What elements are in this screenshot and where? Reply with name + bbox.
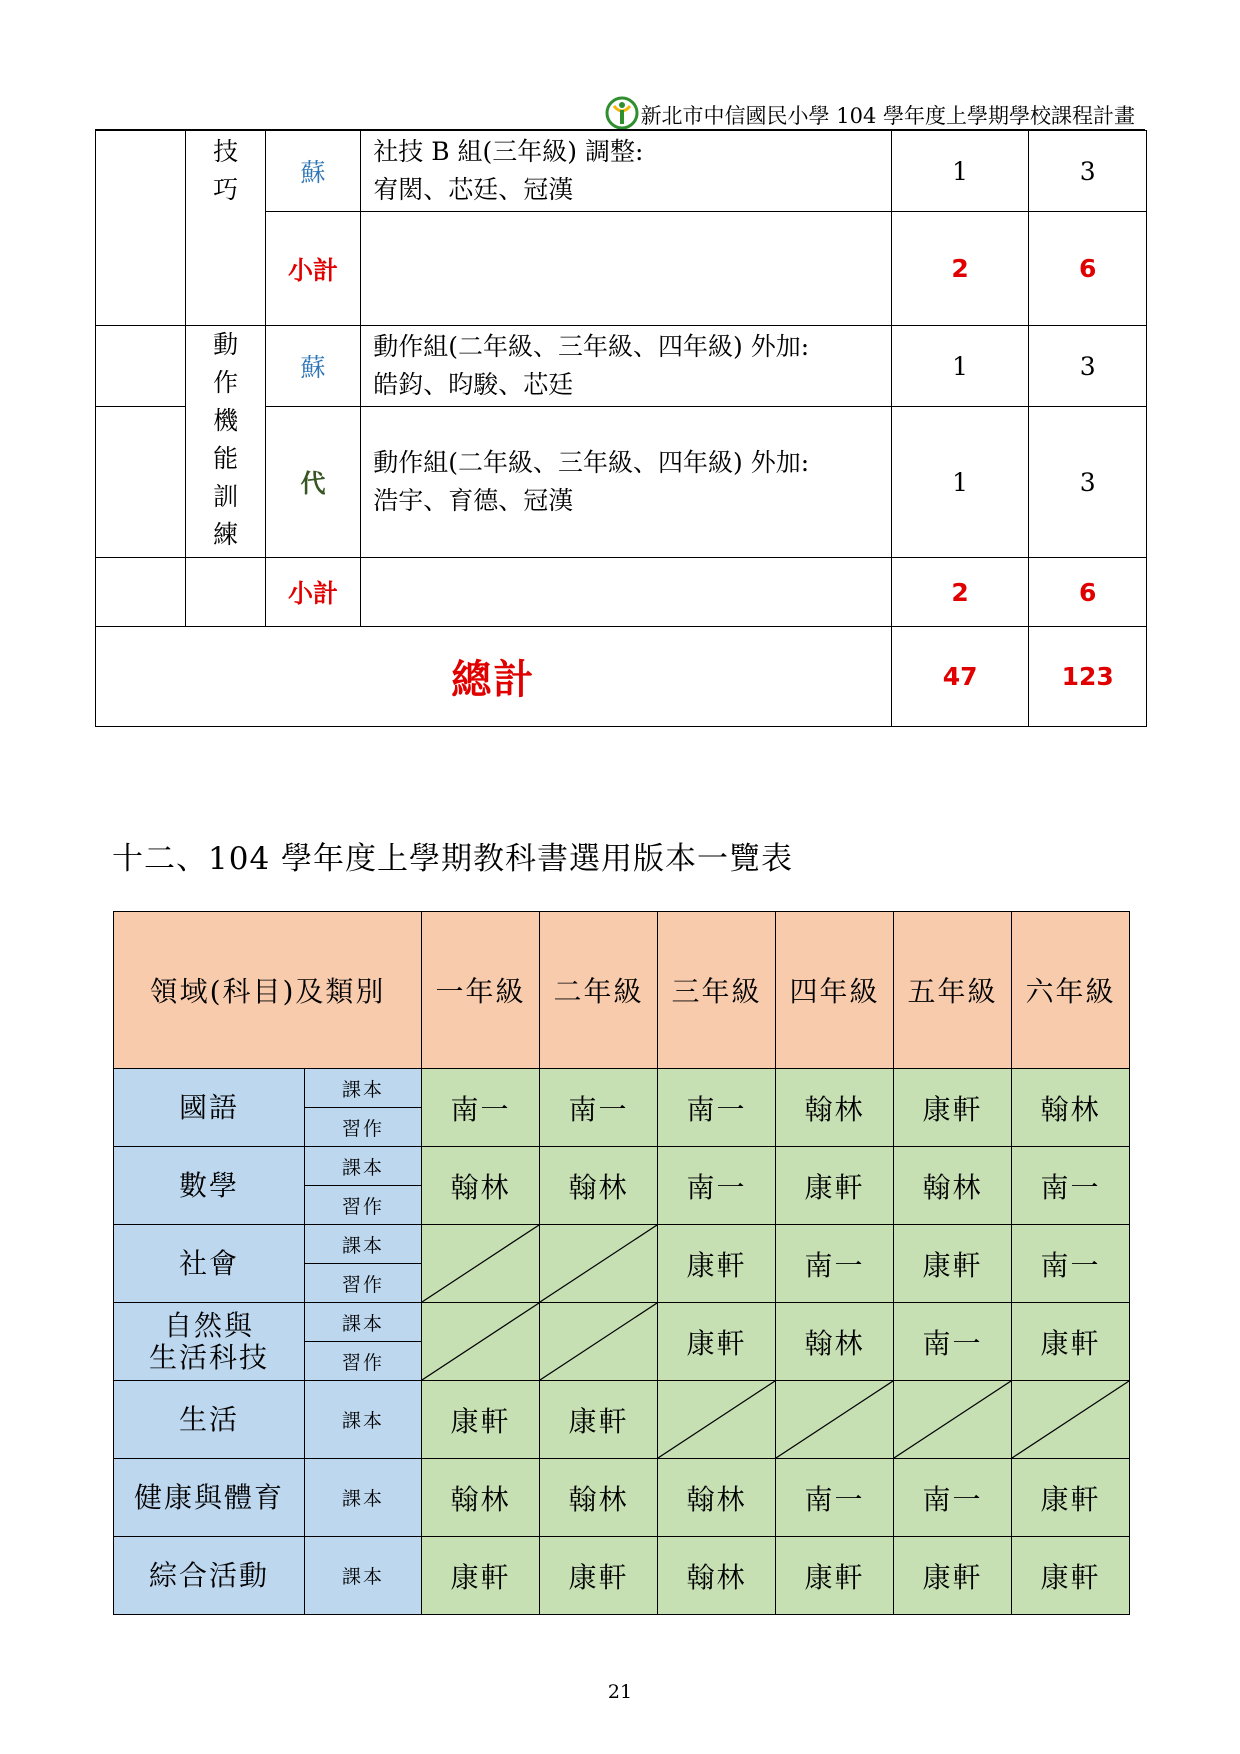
category-cell xyxy=(186,326,265,558)
publisher-cell: 康軒 xyxy=(776,1147,894,1225)
not-applicable-cell xyxy=(776,1381,894,1459)
teacher-cell: 代 xyxy=(265,407,360,558)
count-cell: 3 xyxy=(1029,407,1147,558)
description-cell xyxy=(361,131,892,212)
grade-header: 三年級 xyxy=(658,912,776,1069)
kind-textbook: 課本 xyxy=(305,1147,422,1186)
page-header xyxy=(605,96,1135,130)
category-label: 技巧 xyxy=(213,137,239,204)
table-row xyxy=(96,627,1147,727)
header-row xyxy=(114,912,1130,1069)
subject-cell xyxy=(114,1147,305,1225)
table-row xyxy=(114,1459,1130,1537)
table-row xyxy=(96,558,1147,627)
total-value: 47 xyxy=(891,627,1029,727)
publisher-cell: 南一 xyxy=(540,1069,658,1147)
kind-textbook: 課本 xyxy=(305,1225,422,1264)
category-cell xyxy=(186,131,265,326)
subject-cell xyxy=(114,1537,305,1615)
diagonal-slash-icon xyxy=(422,1303,539,1380)
table-row xyxy=(114,1303,1130,1342)
kind-textbook: 課本 xyxy=(305,1303,422,1342)
publisher-cell: 南一 xyxy=(658,1147,776,1225)
subject-cell xyxy=(114,1225,305,1303)
subtotal-value: 6 xyxy=(1029,212,1147,326)
empty-cell xyxy=(96,326,186,407)
grade-header: 四年級 xyxy=(776,912,894,1069)
count-cell: 1 xyxy=(891,407,1029,558)
not-applicable-cell xyxy=(894,1381,1012,1459)
count-cell: 3 xyxy=(1029,326,1147,407)
not-applicable-cell xyxy=(422,1303,540,1381)
grade-header: 六年級 xyxy=(1012,912,1130,1069)
publisher-cell: 翰林 xyxy=(540,1459,658,1537)
not-applicable-cell xyxy=(1012,1381,1130,1459)
subtotal-label: 小計 xyxy=(265,558,360,627)
empty-cell xyxy=(186,558,265,627)
page-number: 21 xyxy=(607,1681,633,1703)
publisher-cell: 康軒 xyxy=(894,1225,1012,1303)
table-row xyxy=(114,1225,1130,1264)
publisher-cell: 翰林 xyxy=(776,1069,894,1147)
not-applicable-cell xyxy=(422,1225,540,1303)
publisher-cell: 南一 xyxy=(894,1303,1012,1381)
count-cell: 3 xyxy=(1029,131,1147,212)
publisher-cell: 南一 xyxy=(776,1459,894,1537)
teacher-cell: 蘇 xyxy=(265,131,360,212)
kind-textbook: 課本 xyxy=(305,1381,422,1459)
table-row xyxy=(114,1537,1130,1615)
category-char: 能 xyxy=(213,444,239,473)
publisher-cell: 翰林 xyxy=(422,1147,540,1225)
textbook-table xyxy=(113,911,1130,1615)
grade-header: 五年級 xyxy=(894,912,1012,1069)
subtotal-value: 2 xyxy=(891,558,1029,627)
description-line: 皓鈞、昀駿、芯廷 xyxy=(373,370,574,399)
publisher-cell: 翰林 xyxy=(540,1147,658,1225)
publisher-cell: 翰林 xyxy=(776,1303,894,1381)
publisher-cell: 南一 xyxy=(894,1459,1012,1537)
publisher-cell: 康軒 xyxy=(1012,1459,1130,1537)
staffing-table xyxy=(95,130,1147,727)
empty-cell xyxy=(96,407,186,558)
publisher-cell: 南一 xyxy=(1012,1225,1130,1303)
category-char: 動 xyxy=(213,330,239,359)
subtotal-value: 2 xyxy=(891,212,1029,326)
header-title: 新北市中信國民小學 104 學年度上學期學校課程計畫 xyxy=(640,104,1135,128)
publisher-cell: 康軒 xyxy=(894,1537,1012,1615)
diagonal-slash-icon xyxy=(776,1381,893,1458)
kind-textbook: 課本 xyxy=(305,1537,422,1615)
subject-cell xyxy=(114,1303,305,1381)
kind-workbook: 習作 xyxy=(305,1264,422,1303)
table-row xyxy=(114,1069,1130,1108)
grade-header: 二年級 xyxy=(540,912,658,1069)
publisher-cell: 翰林 xyxy=(894,1147,1012,1225)
description-cell xyxy=(361,326,892,407)
subject-label: 生活 xyxy=(178,1402,239,1436)
diagonal-slash-icon xyxy=(540,1303,657,1380)
publisher-cell: 康軒 xyxy=(422,1381,540,1459)
publisher-cell: 翰林 xyxy=(422,1459,540,1537)
teacher-cell: 蘇 xyxy=(265,326,360,407)
description-line: 社技 B 組(三年級) 調整: xyxy=(373,137,644,166)
empty-cell xyxy=(361,558,892,627)
publisher-cell: 翰林 xyxy=(658,1459,776,1537)
publisher-cell: 康軒 xyxy=(658,1303,776,1381)
publisher-cell: 康軒 xyxy=(1012,1537,1130,1615)
subject-label: 數學 xyxy=(178,1168,239,1202)
kind-workbook: 習作 xyxy=(305,1342,422,1381)
kind-workbook: 習作 xyxy=(305,1108,422,1147)
diagonal-slash-icon xyxy=(658,1381,775,1458)
publisher-cell: 康軒 xyxy=(422,1537,540,1615)
diagonal-slash-icon xyxy=(540,1225,657,1302)
section-title: 十二、104 學年度上學期教科書選用版本一覽表 xyxy=(112,841,794,877)
description-line: 動作組(二年級、三年級、四年級) 外加: xyxy=(373,448,810,477)
subtotal-label: 小計 xyxy=(265,212,360,326)
subject-cell xyxy=(114,1459,305,1537)
count-cell: 1 xyxy=(891,131,1029,212)
kind-textbook: 課本 xyxy=(305,1069,422,1108)
category-char: 機 xyxy=(213,406,239,435)
total-value: 123 xyxy=(1029,627,1147,727)
description-line: 宥閎、芯廷、冠漢 xyxy=(373,175,574,204)
subject-label: 健康與體育 xyxy=(133,1480,284,1514)
subject-cell xyxy=(114,1069,305,1147)
subject-cell xyxy=(114,1381,305,1459)
publisher-cell: 康軒 xyxy=(1012,1303,1130,1381)
total-label: 總計 xyxy=(96,627,892,727)
publisher-cell: 翰林 xyxy=(1012,1069,1130,1147)
count-cell: 1 xyxy=(891,326,1029,407)
category-char: 練 xyxy=(213,520,239,549)
kind-workbook: 習作 xyxy=(305,1186,422,1225)
publisher-cell: 翰林 xyxy=(658,1537,776,1615)
empty-cell xyxy=(96,558,186,627)
publisher-cell: 南一 xyxy=(658,1069,776,1147)
not-applicable-cell xyxy=(540,1225,658,1303)
subject-label: 生活科技 xyxy=(148,1340,269,1374)
not-applicable-cell xyxy=(540,1303,658,1381)
publisher-cell: 康軒 xyxy=(658,1225,776,1303)
publisher-cell: 康軒 xyxy=(540,1381,658,1459)
publisher-cell: 南一 xyxy=(776,1225,894,1303)
table-row xyxy=(114,1147,1130,1186)
publisher-cell: 南一 xyxy=(422,1069,540,1147)
publisher-cell: 南一 xyxy=(1012,1147,1130,1225)
subject-label: 社會 xyxy=(178,1246,239,1280)
category-char: 訓 xyxy=(213,482,239,511)
subject-label: 國語 xyxy=(178,1090,239,1124)
grade-header: 一年級 xyxy=(422,912,540,1069)
empty-cell xyxy=(96,131,186,326)
subject-label: 綜合活動 xyxy=(148,1558,269,1592)
diagonal-slash-icon xyxy=(894,1381,1011,1458)
subject-label: 自然與 xyxy=(163,1308,254,1342)
diagonal-slash-icon xyxy=(422,1225,539,1302)
kind-textbook: 課本 xyxy=(305,1459,422,1537)
publisher-cell: 康軒 xyxy=(776,1537,894,1615)
empty-cell xyxy=(361,212,892,326)
category-char: 作 xyxy=(213,368,239,397)
description-cell xyxy=(361,407,892,558)
description-line: 動作組(二年級、三年級、四年級) 外加: xyxy=(373,332,810,361)
subtotal-value: 6 xyxy=(1029,558,1147,627)
publisher-cell: 康軒 xyxy=(540,1537,658,1615)
school-logo-icon xyxy=(605,96,639,130)
description-line: 浩宇、育德、冠漢 xyxy=(373,486,574,515)
table-row xyxy=(96,326,1147,407)
publisher-cell: 康軒 xyxy=(894,1069,1012,1147)
domain-header: 領域(科目)及類別 xyxy=(114,912,422,1069)
table-row xyxy=(114,1381,1130,1459)
table-row xyxy=(96,131,1147,212)
diagonal-slash-icon xyxy=(1012,1381,1129,1458)
not-applicable-cell xyxy=(658,1381,776,1459)
